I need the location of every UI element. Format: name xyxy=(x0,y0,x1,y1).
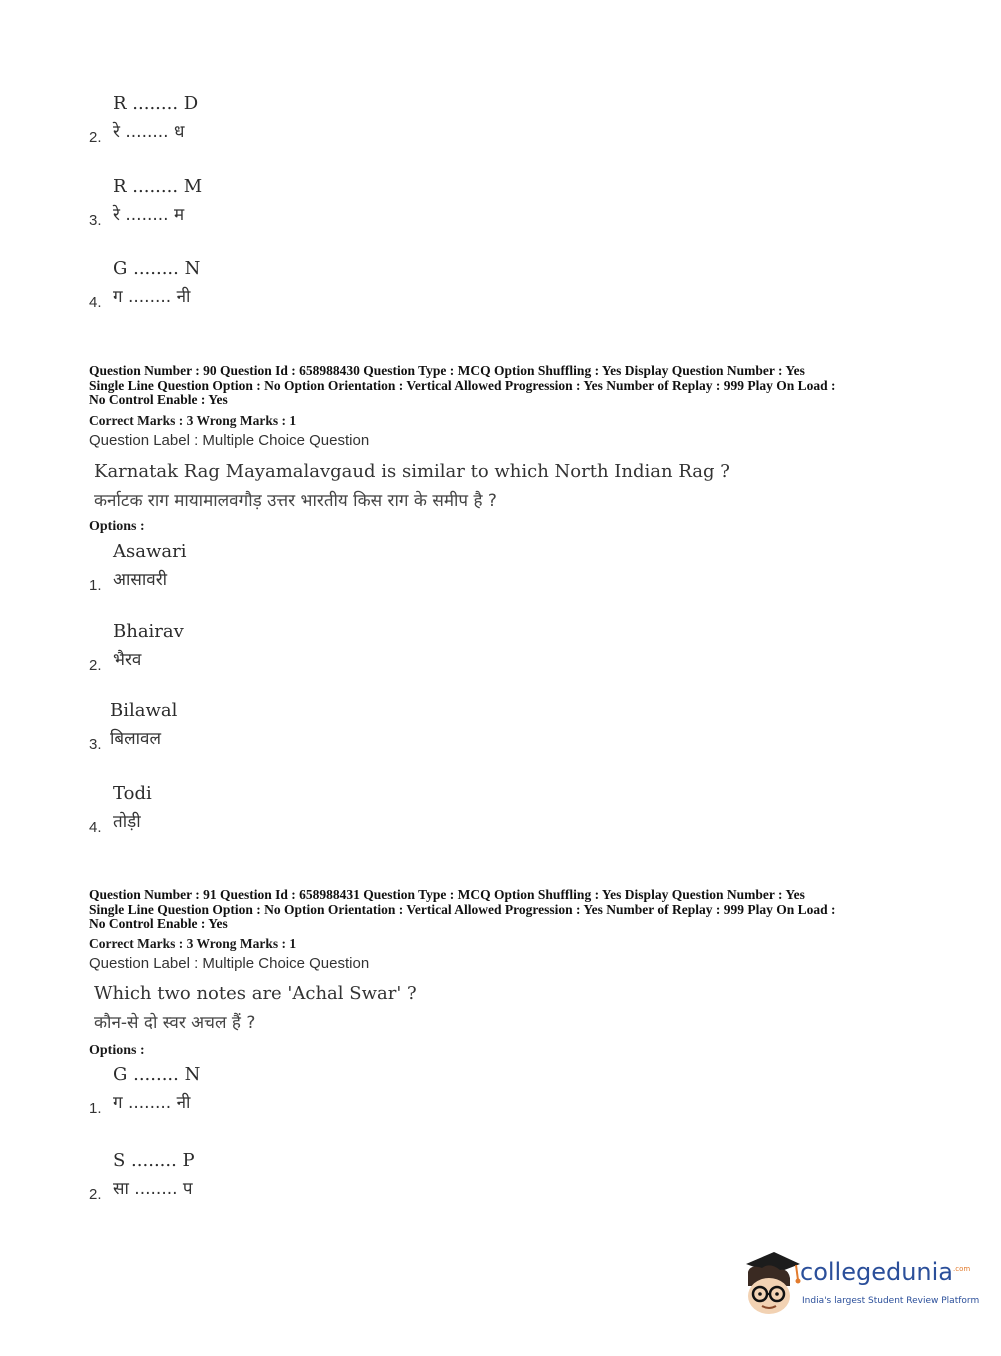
question-91-meta xyxy=(89,888,919,932)
option-text-hi: ग ........ नी xyxy=(113,1093,191,1113)
option-number: 3. xyxy=(89,212,102,229)
question-90-marks: Correct Marks : 3 Wrong Marks : 1 xyxy=(89,413,297,428)
mascot-icon xyxy=(740,1250,802,1320)
question-90-meta xyxy=(89,364,919,408)
option-text-hi: सा ........ प xyxy=(113,1179,193,1199)
option-text-hi: रे ........ ध xyxy=(113,122,185,142)
option-text-hi: तोड़ी xyxy=(113,812,141,832)
option-number: 4. xyxy=(89,294,102,311)
meta-line: No Control Enable : Yes xyxy=(89,916,228,931)
option-text-en: R ........ M xyxy=(113,176,203,197)
brand-tagline: India's largest Student Review Platform xyxy=(802,1296,980,1306)
meta-line: Question Number : 91 Question Id : 658988431 Question Type : MCQ Option Shuffling : Yes Display Question Number : Yes xyxy=(89,887,805,902)
option-text-en: S ........ P xyxy=(113,1150,195,1171)
option-number: 1. xyxy=(89,1100,102,1117)
option-text-en: G ........ N xyxy=(113,258,201,279)
option-text-en: R ........ D xyxy=(113,93,199,114)
option-text-en: Bilawal xyxy=(110,700,178,721)
question-91-text-hi: कौन-से दो स्वर अचल हैं ? xyxy=(94,1013,256,1033)
option-text-hi: आसावरी xyxy=(113,570,168,590)
meta-line: No Control Enable : Yes xyxy=(89,392,228,407)
option-number: 2. xyxy=(89,129,102,146)
brand-suffix: .com xyxy=(953,1265,971,1273)
option-number: 2. xyxy=(89,657,102,674)
meta-line: Single Line Question Option : No Option Orientation : Vertical Allowed Progression : Yes Number of Replay : 999 Play On Load : xyxy=(89,377,836,393)
question-91-label: Question Label : Multiple Choice Question xyxy=(89,955,370,972)
option-text-en: Bhairav xyxy=(113,621,184,642)
option-text-hi: रे ........ म xyxy=(113,205,185,225)
option-text-en: Todi xyxy=(113,783,152,804)
question-90-options-label: Options : xyxy=(89,519,145,534)
option-number: 3. xyxy=(89,736,102,753)
meta-line: Single Line Question Option : No Option Orientation : Vertical Allowed Progression : Yes Number of Replay : 999 Play On Load : xyxy=(89,901,836,917)
collegedunia-logo[interactable] xyxy=(740,1250,980,1320)
option-text-en: Asawari xyxy=(113,541,187,562)
option-text-hi: भैरव xyxy=(113,650,142,670)
brand-name: collegedunia$^{.com}$ xyxy=(800,1258,971,1286)
question-90-text-hi: कर्नाटक राग मायामालवगौड़ उत्तर भारतीय किस राग के समीप है ? xyxy=(94,491,497,511)
question-91-text-en: Which two notes are 'Achal Swar' ? xyxy=(94,983,417,1004)
option-text-hi: ग ........ नी xyxy=(113,287,191,307)
question-91-options-label: Options : xyxy=(89,1043,145,1058)
question-90-label: Question Label : Multiple Choice Question xyxy=(89,432,370,449)
meta-line: Question Number : 90 Question Id : 658988430 Question Type : MCQ Option Shuffling : Yes Display Question Number : Yes xyxy=(89,363,805,378)
option-number: 4. xyxy=(89,819,102,836)
option-text-hi: बिलावल xyxy=(110,729,162,749)
option-text-en: G ........ N xyxy=(113,1064,201,1085)
question-90-text-en: Karnatak Rag Mayamalavgaud is similar to which North Indian Rag ? xyxy=(94,461,730,482)
option-number: 2. xyxy=(89,1186,102,1203)
option-number: 1. xyxy=(89,577,102,594)
question-91-marks: Correct Marks : 3 Wrong Marks : 1 xyxy=(89,936,297,951)
